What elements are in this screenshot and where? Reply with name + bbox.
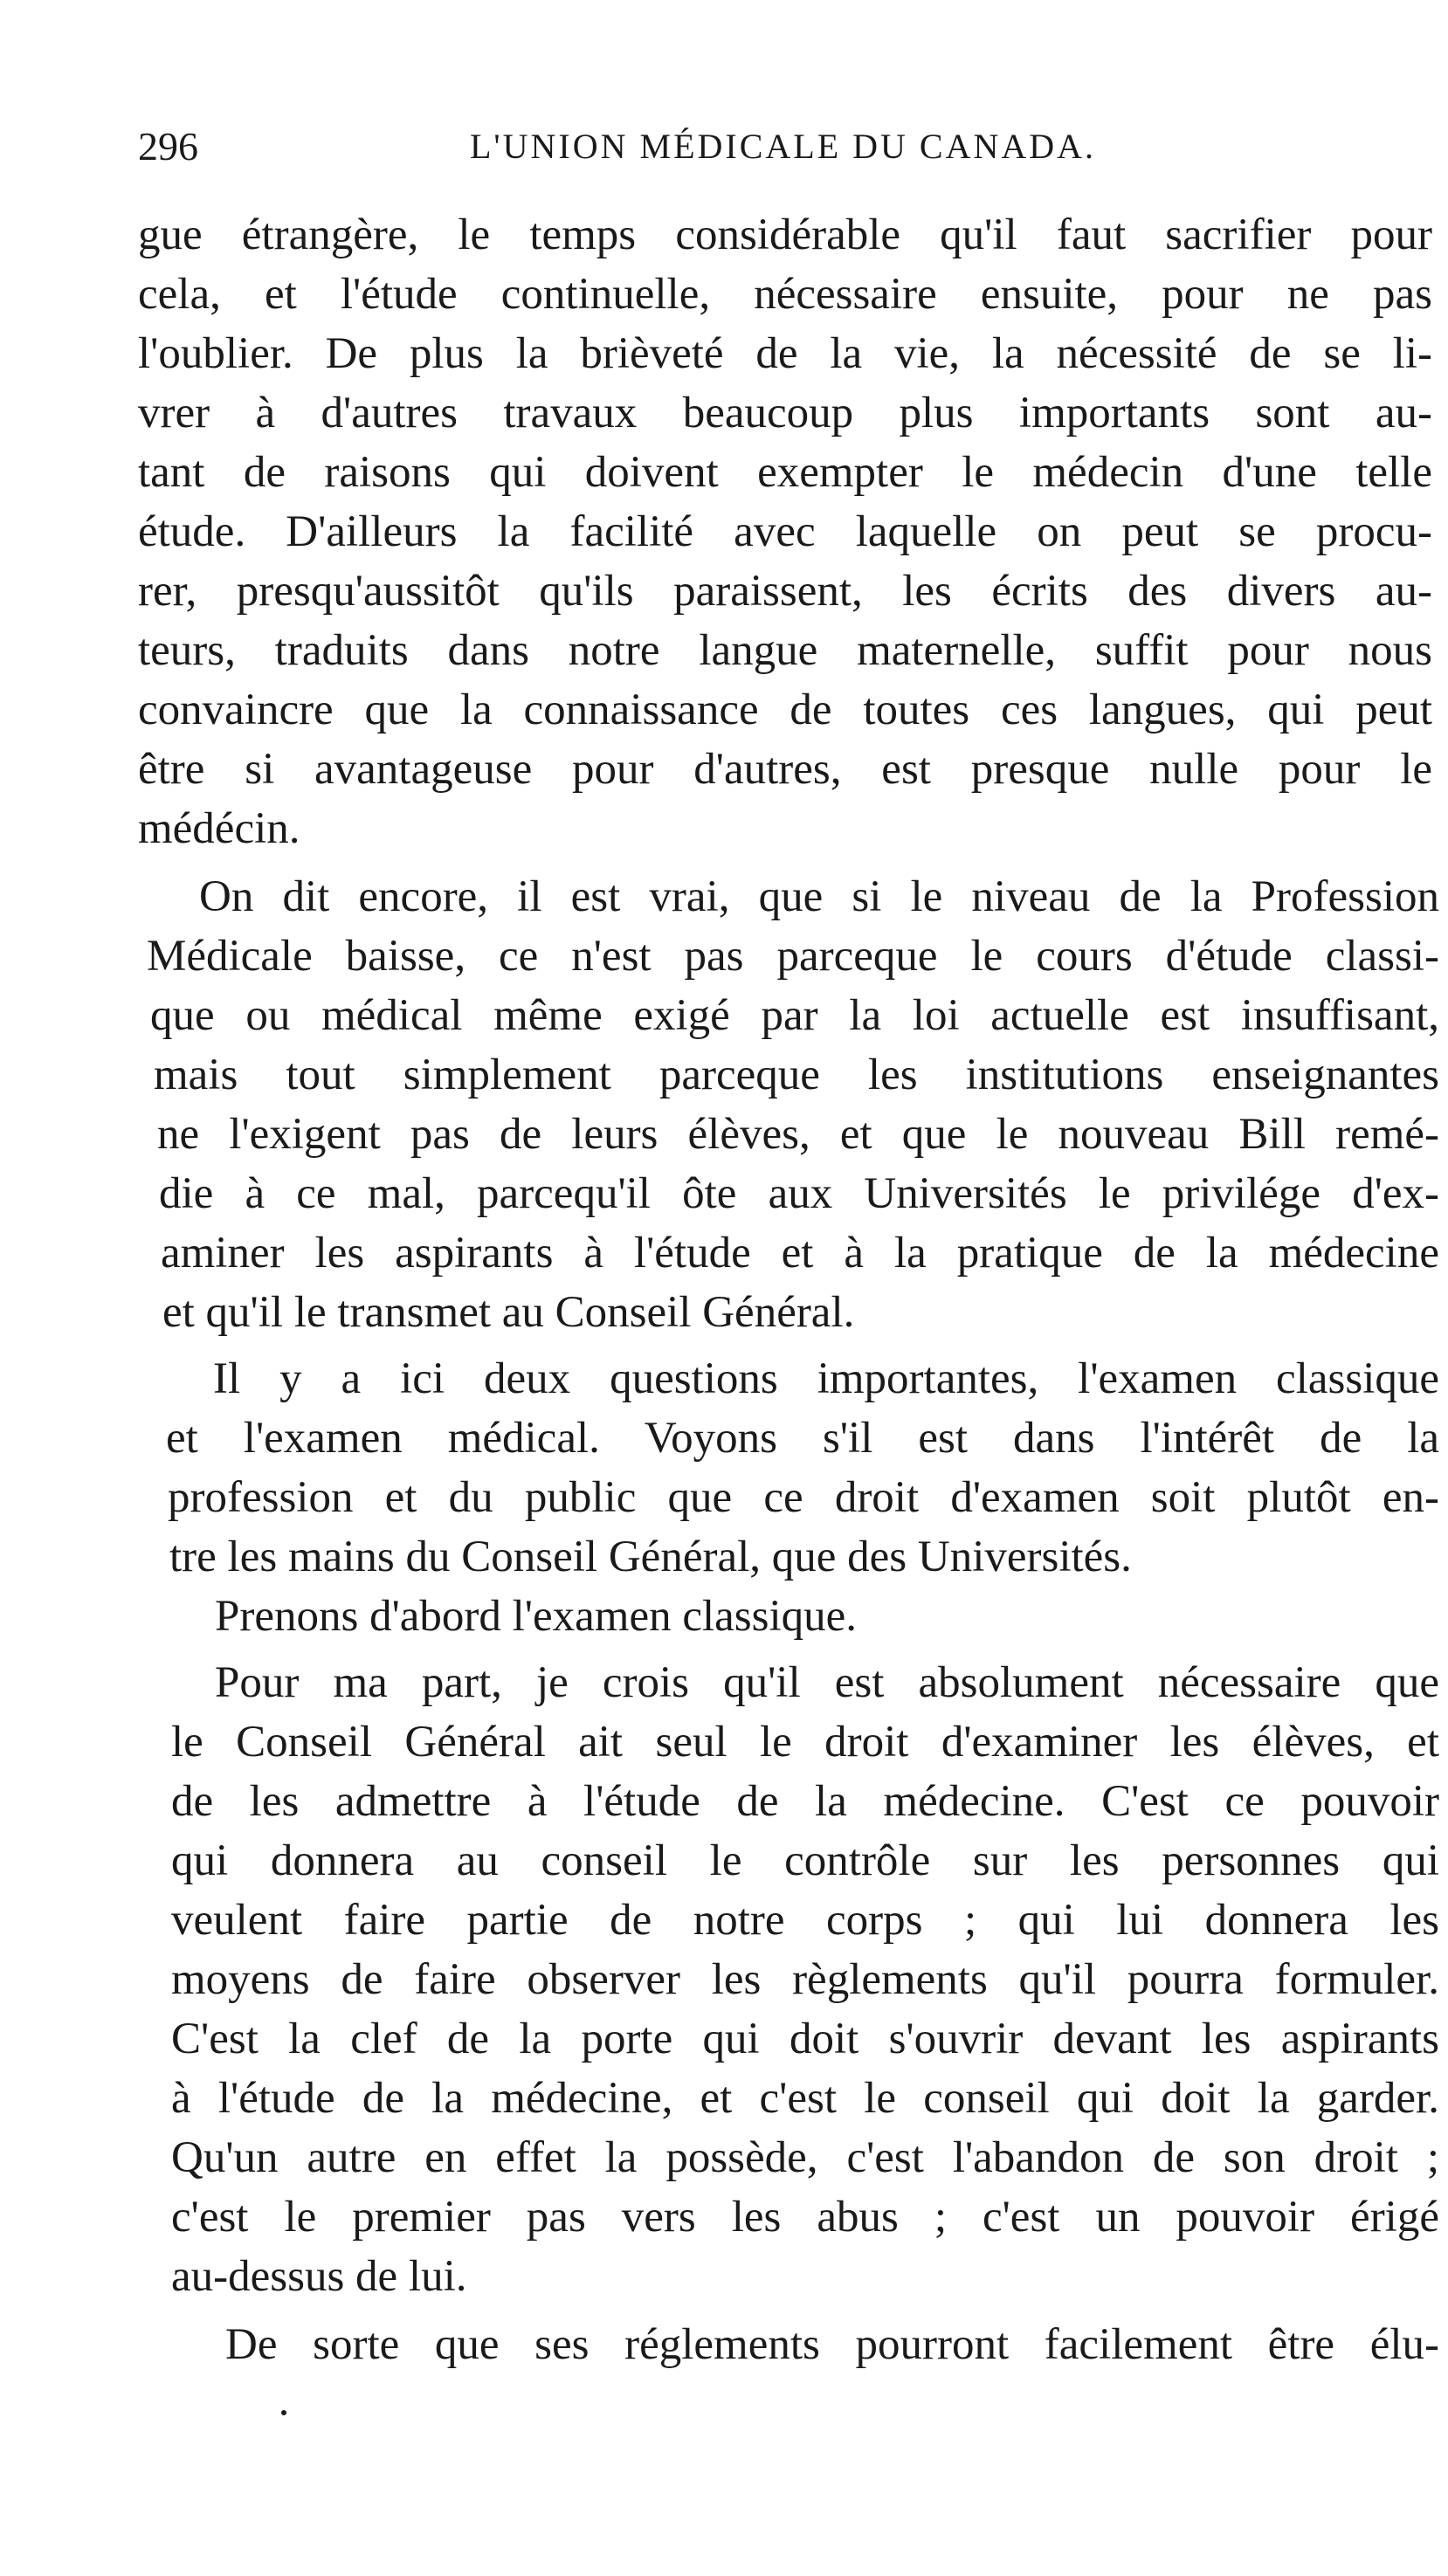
text-line: au-dessus de lui. bbox=[171, 2252, 467, 2301]
running-head bbox=[138, 121, 1439, 173]
text-line: De sorte que ses réglements pourront facilement être élu- bbox=[225, 2320, 1439, 2369]
page-number: 296 bbox=[138, 124, 198, 169]
text-line: l'oublier. De plus la brièveté de la vie, la nécessité de se li- bbox=[138, 329, 1432, 378]
running-title: L'UNION MÉDICALE DU CANADA. bbox=[470, 127, 1097, 166]
text-line: gue étrangère, le temps considérable qu'il faut sacrifier pour bbox=[138, 210, 1432, 259]
text-line: à l'étude de la médecine, et c'est le conseil qui doit la garder. bbox=[171, 2074, 1439, 2123]
text-line: Il y a ici deux questions importantes, l'examen classique bbox=[213, 1354, 1439, 1403]
text-line: Médicale baisse, ce n'est pas parceque le cours d'étude classi- bbox=[147, 932, 1439, 981]
text-line: aminer les aspirants à l'étude et à la pratique de la médecine bbox=[161, 1229, 1439, 1278]
text-line: médécin. bbox=[138, 804, 300, 853]
text-line: C'est la clef de la porte qui doit s'ouvrir devant les aspirants bbox=[171, 2015, 1439, 2063]
text-line: vrer à d'autres travaux beaucoup plus importants sont au- bbox=[138, 389, 1432, 437]
text-line: c'est le premier pas vers les abus ; c'est un pouvoir érigé bbox=[171, 2193, 1439, 2242]
text-line: de les admettre à l'étude de la médecine. C'est ce pouvoir bbox=[171, 1777, 1439, 1826]
text-line: Pour ma part, je crois qu'il est absolument nécessaire que bbox=[215, 1658, 1439, 1707]
ink-speck bbox=[281, 2410, 286, 2415]
text-line: mais tout simplement parceque les institutions enseignantes bbox=[154, 1050, 1439, 1099]
text-line: Prenons d'abord l'examen classique. bbox=[215, 1592, 858, 1641]
text-line: ne l'exigent pas de leurs élèves, et que le nouveau Bill remé- bbox=[157, 1110, 1439, 1159]
text-line: et l'examen médical. Voyons s'il est dans l'intérêt de la bbox=[166, 1414, 1439, 1463]
text-line: convaincre que la connaissance de toutes ces langues, qui peut bbox=[138, 685, 1432, 734]
text-line: teurs, traduits dans notre langue maternelle, suffit pour nous bbox=[138, 626, 1432, 675]
text-line: profession et du public que ce droit d'examen soit plutôt en- bbox=[168, 1473, 1439, 1522]
text-line: tre les mains du Conseil Général, que des Universités. bbox=[169, 1533, 1132, 1581]
text-line: et qu'il le transmet au Conseil Général. bbox=[162, 1288, 855, 1337]
text-line: Qu'un autre en effet la possède, c'est l'abandon de son droit ; bbox=[171, 2133, 1439, 2182]
text-line: rer, presqu'aussitôt qu'ils paraissent, les écrits des divers au- bbox=[138, 567, 1432, 616]
text-line: qui donnera au conseil le contrôle sur les personnes qui bbox=[171, 1836, 1439, 1885]
text-line: moyens de faire observer les règlements qu'il pourra formuler. bbox=[171, 1955, 1439, 2004]
text-line: le Conseil Général ait seul le droit d'examiner les élèves, et bbox=[171, 1718, 1439, 1767]
text-line: tant de raisons qui doivent exempter le médecin d'une telle bbox=[138, 448, 1432, 497]
text-line: die à ce mal, parcequ'il ôte aux Universités le privilége d'ex- bbox=[159, 1169, 1439, 1218]
text-line: cela, et l'étude continuelle, nécessaire ensuite, pour ne pas bbox=[138, 270, 1432, 319]
text-line: être si avantageuse pour d'autres, est presque nulle pour le bbox=[138, 745, 1432, 794]
text-line: étude. D'ailleurs la facilité avec laquelle on peut se procu- bbox=[138, 507, 1432, 556]
text-line: On dit encore, il est vrai, que si le niveau de la Profession bbox=[199, 872, 1439, 921]
text-line: que ou médical même exigé par la loi actuelle est insuffisant, bbox=[150, 991, 1439, 1040]
text-line: veulent faire partie de notre corps ; qui lui donnera les bbox=[171, 1896, 1439, 1945]
